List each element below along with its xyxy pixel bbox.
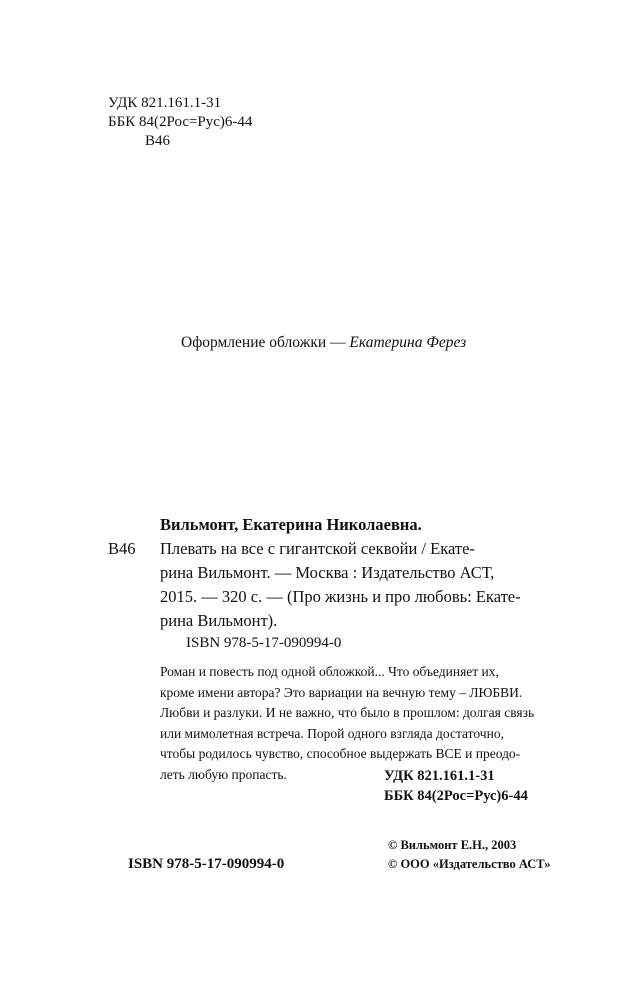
bibliographic-description (160, 541, 580, 637)
copyright-author: © Вильмонт Е.Н., 2003 (388, 838, 517, 852)
bbk-code: ББК 84(2Рос=Рус)6-44 (108, 114, 253, 130)
author-heading: Вильмонт, Екатерина Николаевна. (160, 515, 422, 534)
bottom-udk-code: УДК 821.161.1-31 (384, 768, 495, 784)
annotation-line: или мимолетная встреча. Порой одного взгляда достаточно, (160, 725, 504, 741)
description-line: Плевать на все с гигантской секвойи / Екате- (160, 539, 475, 558)
annotation-line: кроме имени автора? Это вариации на вечную тему – ЛЮБВИ. (160, 684, 523, 700)
entry-isbn: ISBN 978-5-17-090994-0 (186, 635, 342, 651)
udk-code: УДК 821.161.1-31 (108, 95, 222, 111)
entry-author-mark: В46 (108, 539, 136, 558)
bottom-bbk-code: ББК 84(2Рос=Рус)6-44 (384, 788, 528, 804)
description-line: рина Вильмонт. — Москва : Издательство АСТ, (160, 563, 495, 582)
author-mark: В46 (145, 133, 171, 149)
annotation-line: чтобы родилось чувство, способное выдержать ВСЕ и преодо- (160, 746, 521, 761)
annotation-line: леть любую пропасть. (160, 766, 287, 782)
credit-designer-name: Екатерина Ферез (349, 334, 467, 351)
bottom-isbn: ISBN 978-5-17-090994-0 (128, 856, 285, 872)
description-line: 2015. — 320 с. — (Про жизнь и про любовь: Екате- (160, 587, 521, 606)
copyright-publisher: © ООО «Издательство АСТ» (388, 857, 551, 871)
cover-design-credit (181, 335, 466, 351)
annotation (160, 665, 580, 788)
annotation-line: Роман и повесть под одной обложкой... Что объединяет их, (160, 664, 499, 679)
annotation-line: Любви и разлуки. И не важно, что было в прошлом: долгая связь (160, 705, 535, 720)
description-line: рина Вильмонт). (160, 611, 278, 630)
credit-label: Оформление обложки — (181, 334, 350, 351)
